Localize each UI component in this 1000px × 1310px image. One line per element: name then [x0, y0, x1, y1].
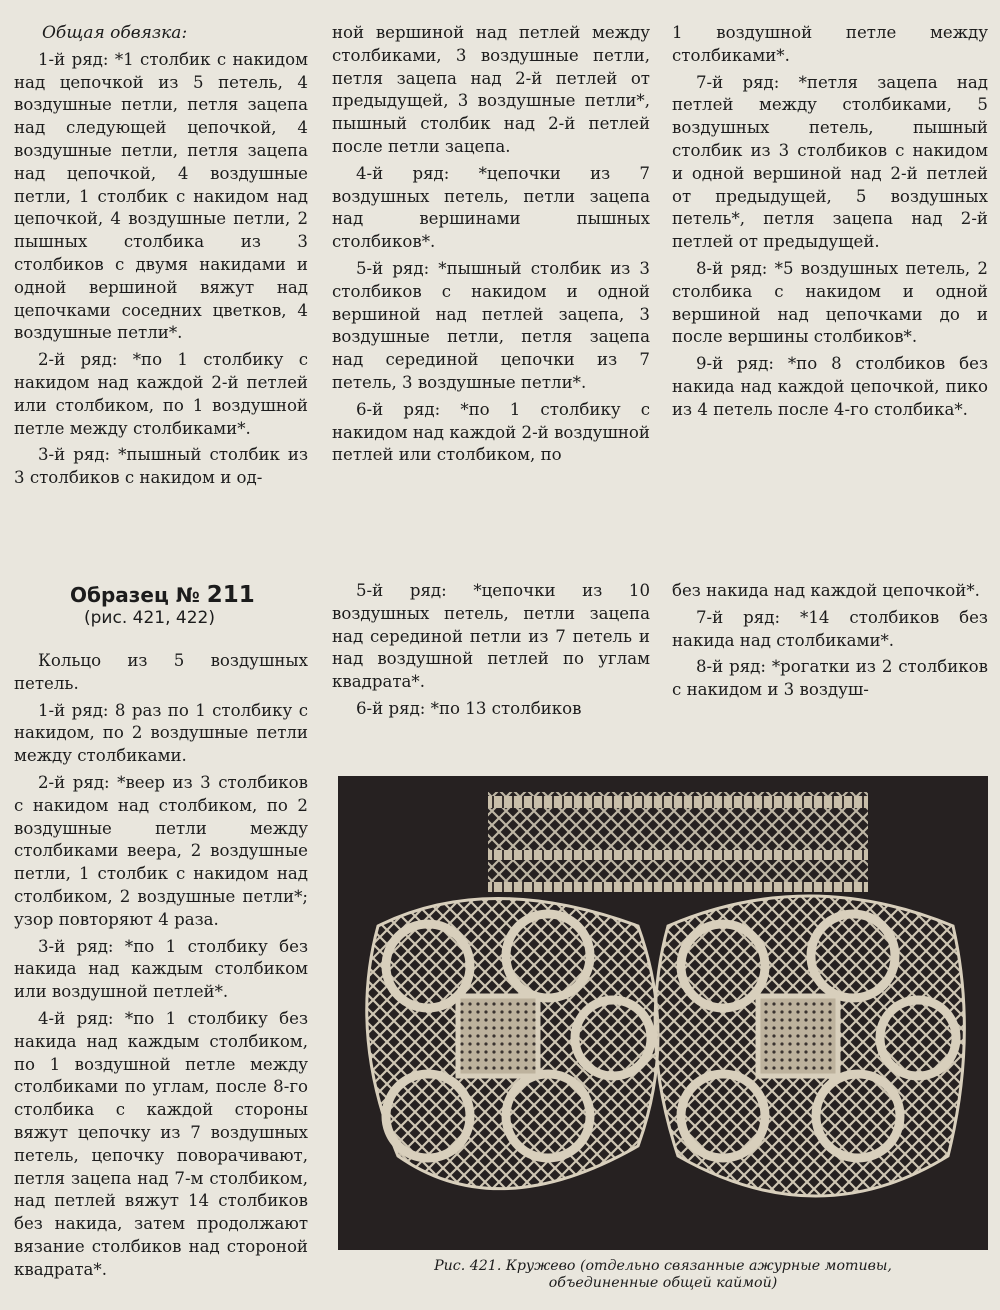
- lace-photo: [338, 776, 988, 1250]
- middle-section: [14, 580, 990, 760]
- paragraph: 4-й ряд: *цепочки из 7 воздушных петель, петли зацепа над вершинами пышных столбиков*.: [332, 163, 650, 252]
- paragraph: 5-й ряд: *цепочки из 10 воздушных петель, петли зацепа над серединой петли из 7 петель и над воздушной петлей по углам квадрата*.: [332, 581, 650, 692]
- paragraph: Кольцо из 5 воздушных петель.: [14, 651, 308, 693]
- sample-title-prefix: Образец №: [70, 583, 200, 607]
- left-motif: [367, 899, 658, 1189]
- paragraph: 8-й ряд: *рогатки из 2 столбиков с накидом и 3 воздуш-: [672, 657, 988, 700]
- column-3-top: [672, 22, 988, 426]
- column-2-bottom: [332, 580, 650, 725]
- paragraph: 2-й ряд: *веер из 3 столбиков с накидом над столбиком, по 2 воздушные петли между столбиками веера, 2 воздушные петли, 1 столбик с накидом над столбиком, 2 воздушные петли*; узор повторяют 4 раза.: [14, 772, 308, 929]
- paragraph: 7-й ряд: *петля зацепа над петлей между столбиками, 5 воздушных петель, пышный столбик из 3 столбиков с накидом и одной вершиной над 2-й петлей от предыдущей, 5 воздушных петель*, петля зацепа над 2-й петлей от предыдущей.: [672, 72, 988, 252]
- paragraph: 9-й ряд: *по 8 столбиков без накида над каждой цепочкой, пико из 4 петель после 4-го столбика*.: [672, 354, 988, 419]
- column-1-top: [14, 22, 308, 494]
- right-motif: [655, 896, 964, 1196]
- column-2-top: [332, 22, 650, 471]
- paragraph: 6-й ряд: *по 13 столбиков: [356, 698, 582, 718]
- border-band: [488, 792, 868, 892]
- top-section: [14, 22, 990, 502]
- paragraph: 5-й ряд: *пышный столбик из 3 столбиков с накидом и одной вершиной над петлей зацепа, 3 воздушные петли, петля зацепа над серединой цепочки из 7 петель, 3 воздушные петли*.: [332, 258, 650, 392]
- sample-number: 211: [206, 582, 255, 608]
- lace-illustration: [338, 776, 988, 1250]
- paragraph: 1-й ряд: 8 раз по 1 столбику с накидом, по 2 воздушные петли между столбиками.: [14, 700, 308, 766]
- paragraph: 2-й ряд: *по 1 столбику с накидом над каждой 2-й петлей или столбиком, по 1 воздушной петле между столбиками*.: [14, 350, 308, 438]
- paragraph: 3-й ряд: *по 1 столбику без накида над каждым столбиком или воздушной петлей*.: [14, 936, 308, 1002]
- caption-line-2: объединенные общей каймой): [548, 1275, 778, 1291]
- figure-caption: [338, 1258, 988, 1292]
- paragraph: ной вершиной над петлей между столбиками, 3 воздушные петли, петля зацепа над 2-й петлей от предыдущей, 3 воздушные петли*, пышный столбик над 2-й петлей после петли зацепа.: [332, 23, 650, 156]
- paragraph: без накида над каждой цепочкой*.: [672, 581, 980, 600]
- paragraph: 7-й ряд: *14 столбиков без накида над столбиками*.: [672, 607, 988, 650]
- paragraph: 1 воздушной петле между столбиками*.: [672, 23, 988, 65]
- paragraph: 6-й ряд: *по 1 столбику с накидом над каждой 2-й воздушной петлей или столбиком, по: [332, 399, 650, 465]
- caption-line-1: Рис. 421. Кружево (отдельно связанные ажурные мотивы,: [434, 1258, 892, 1274]
- column-3-bottom: [672, 580, 988, 706]
- paragraph: 1-й ряд: *1 столбик с накидом над цепочкой из 5 петель, 4 воздушные петли, петля зацепа над следующей цепочкой, 4 воздушные петли, петля зацепа над цепочкой, 4 воздушные петли, 1 столбик с накидом над цепочкой, 4 воздушные петли, 2 пышных столбика из 3 столбиков с двумя накидами и одной вершиной вяжут над цепочками соседних цветков, 4 воздушные петли*.: [14, 49, 308, 343]
- paragraph: 4-й ряд: *по 1 столбику без накида над каждым столбиком, по 1 воздушной петле между столбиками по углам, после 8-го столбика с каждой стороны вяжут цепочку из 7 воздушных петель, цепочку поворачивают, петля зацепа над 7-м столбиком, над петлей вяжут 14 столбиков без накида, затем продолжают вязание столбиков над стороной квадрата*.: [14, 1008, 308, 1279]
- paragraph: 8-й ряд: *5 воздушных петель, 2 столбика с накидом и одной вершиной над цепочками до и после вершины столбиков*.: [672, 258, 988, 347]
- subheading: Общая обвязка:: [42, 23, 188, 43]
- figure-reference: (рис. 421, 422): [84, 608, 215, 628]
- paragraph: 3-й ряд: *пышный столбик из 3 столбиков с накидом и од-: [14, 445, 308, 488]
